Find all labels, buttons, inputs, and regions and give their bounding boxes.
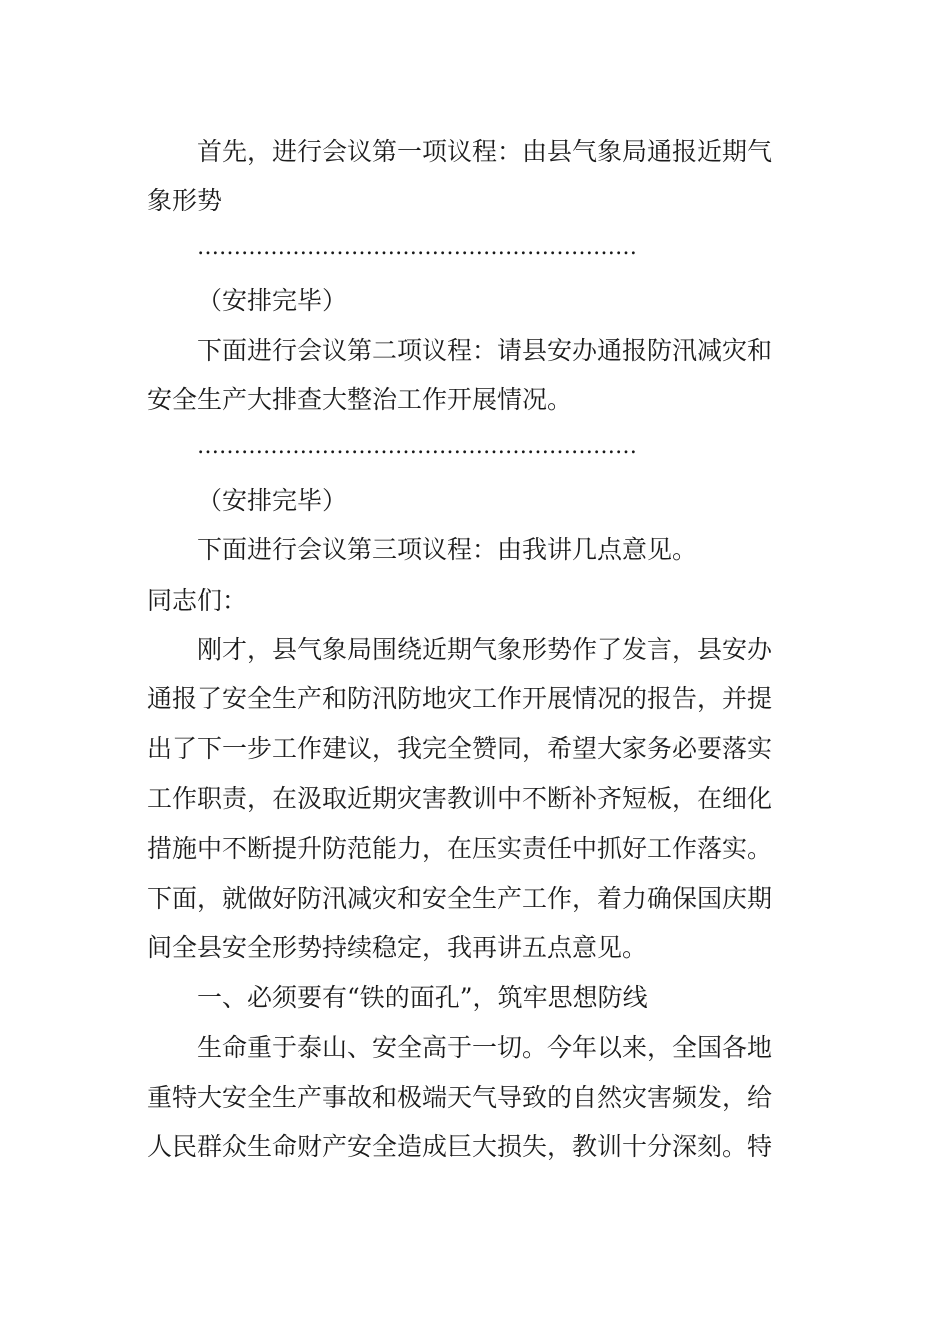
paragraph-remarks-line2: 通报了安全生产和防汛防地灾工作开展情况的报告，并提 (147, 684, 773, 713)
paragraph-section-one-line1: 生命重于泰山、安全高于一切。今年以来，全国各地 (197, 1033, 773, 1062)
arranged-note-1: （安排完毕） (197, 286, 348, 315)
paragraph-section-one-line3: 人民群众生命财产安全造成巨大损失，教训十分深刻。特 (147, 1132, 773, 1161)
arranged-note-2: （安排完毕） (197, 486, 348, 515)
section-heading-one: 一、必须要有“铁的面孔”，筑牢思想防线 (197, 983, 648, 1012)
paragraph-remarks-line6: 下面，就做好防汛减灾和安全生产工作，着力确保国庆期 (147, 884, 773, 913)
paragraph-remarks-line7: 间全县安全形势持续稳定，我再讲五点意见。 (147, 933, 648, 962)
paragraph-agenda-two-line1: 下面进行会议第二项议程：请县安办通报防汛减灾和 (197, 336, 773, 365)
dotted-separator-1: …………………………………………………… (197, 236, 637, 260)
salutation: 同志们： (147, 586, 248, 615)
dotted-separator-2: …………………………………………………… (197, 435, 637, 459)
paragraph-agenda-three: 下面进行会议第三项议程：由我讲几点意见。 (197, 535, 698, 564)
paragraph-agenda-two-line2: 安全生产大排查大整治工作开展情况。 (147, 385, 573, 414)
paragraph-remarks-line5: 措施中不断提升防范能力，在压实责任中抓好工作落实。 (147, 834, 773, 863)
paragraph-agenda-one-line2: 象形势 (147, 186, 223, 215)
paragraph-agenda-one-line1: 首先，进行会议第一项议程：由县气象局通报近期气 (197, 137, 773, 166)
paragraph-remarks-line1: 刚才，县气象局围绕近期气象形势作了发言，县安办 (197, 635, 773, 664)
paragraph-remarks-line4: 工作职责，在汲取近期灾害教训中不断补齐短板，在细化 (147, 784, 773, 813)
paragraph-section-one-line2: 重特大安全生产事故和极端天气导致的自然灾害频发，给 (147, 1083, 773, 1112)
paragraph-remarks-line3: 出了下一步工作建议，我完全赞同，希望大家务必要落实 (147, 734, 773, 763)
